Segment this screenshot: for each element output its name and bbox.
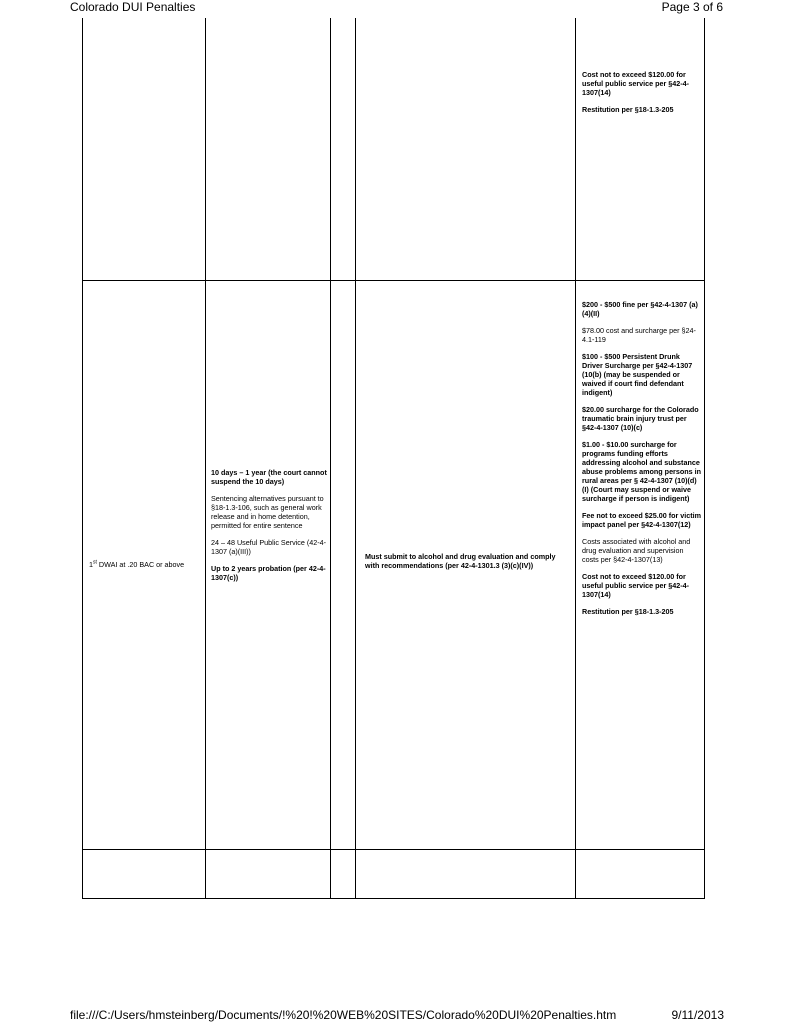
row-divider xyxy=(83,849,704,850)
print-date: 9/11/2013 xyxy=(671,1008,724,1022)
penalties-table xyxy=(82,18,705,899)
fine-item: Cost not to exceed $120.00 for useful public service per §42-4-1307(14) xyxy=(582,70,690,97)
evaluation-requirement: Must submit to alcohol and drug evaluation and comply with recommendations (per 42-4-1301.3 (3)(c)(IV)) xyxy=(365,552,556,570)
row1-fines-cell xyxy=(582,70,702,114)
jail-item: Up to 2 years probation (per 42-4-1307(c)) xyxy=(211,564,326,582)
page-number: Page 3 of 6 xyxy=(661,0,723,14)
offense-cell xyxy=(89,560,205,569)
column-divider xyxy=(330,18,331,898)
fine-item: $100 - $500 Persistent Drunk Driver Surcharge per §42-4-1307 (10(b) (may be suspended or waived if court find defendant indigent) xyxy=(582,352,693,397)
fine-item: $20.00 surcharge for the Colorado traumatic brain injury trust per §42-4-1307 (10)(c) xyxy=(582,405,699,432)
file-path: file:///C:/Users/hmsteinberg/Documents/!%20!%20WEB%20SITES/Colorado%20DUI%20Penalties.htm xyxy=(70,1008,617,1022)
fine-item: $78.00 cost and surcharge per §24-4.1-119 xyxy=(582,326,696,344)
fine-item: Restitution per §18-1.3-205 xyxy=(582,105,674,114)
jail-item: Sentencing alternatives pursuant to §18-1.3-106, such as general work release and in home detention, permitted for entire sentence xyxy=(211,494,324,530)
column-divider xyxy=(355,18,356,898)
fine-item: Fee not to exceed $25.00 for victim impact panel per §42-4-1307(12) xyxy=(582,511,702,529)
other-requirements-cell xyxy=(365,552,570,570)
column-divider xyxy=(205,18,206,898)
jail-item: 24 – 48 Useful Public Service (42-4-1307 (a)(III)) xyxy=(211,538,327,556)
row-divider xyxy=(83,280,704,281)
fine-item: $1.00 - $10.00 surcharge for programs funding efforts addressing alcohol and substance abuse problems among persons in rural areas per § 42-4-1307 (10)(d)(I) (Court may suspend or waive surcharge if person is indigent) xyxy=(582,440,702,503)
jail-cell xyxy=(211,468,327,582)
fine-item: Restitution per §18-1.3-205 xyxy=(582,607,674,616)
fine-item: $200 - $500 fine per §42-4-1307 (a)(4)(II) xyxy=(582,300,698,318)
fines-cell xyxy=(582,300,702,616)
document-title: Colorado DUI Penalties xyxy=(70,0,196,14)
fine-item: Cost not to exceed $120.00 for useful public service per §42-4-1307(14) xyxy=(582,572,690,599)
offense-label: 1st DWAI at .20 BAC or above xyxy=(89,559,185,569)
jail-item: 10 days – 1 year (the court cannot suspend the 10 days) xyxy=(211,468,327,486)
fine-item: Costs associated with alcohol and drug evaluation and supervision costs per §42-4-1307(13) xyxy=(582,537,691,564)
column-divider xyxy=(575,18,576,898)
